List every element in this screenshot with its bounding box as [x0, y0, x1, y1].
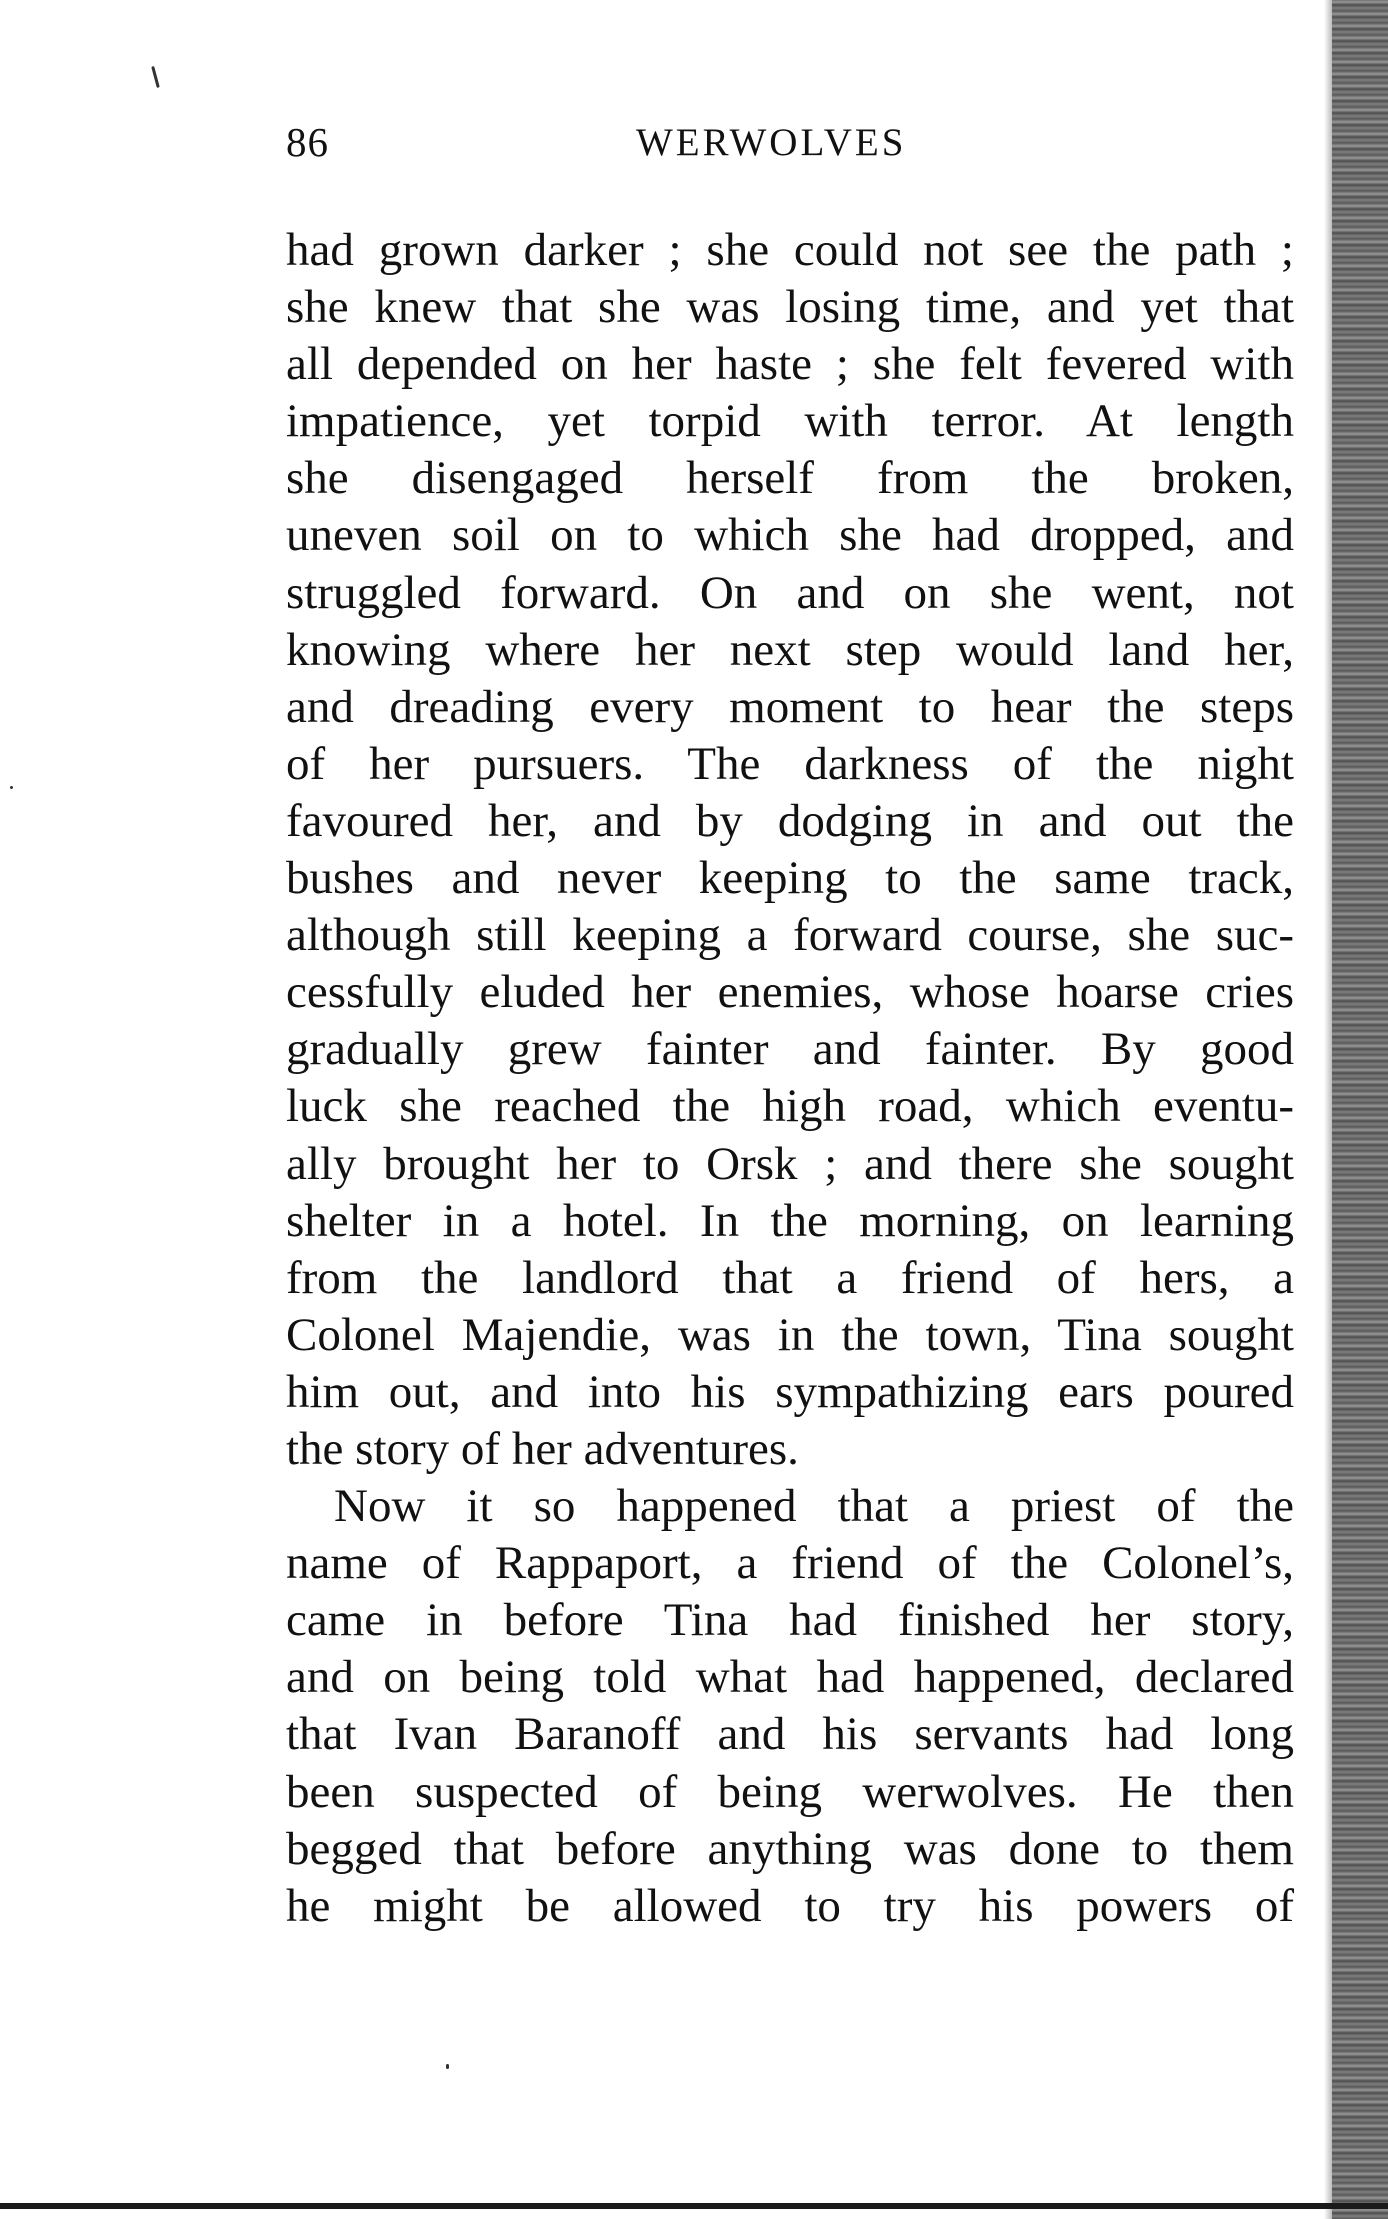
text-line: luck she reached the high road, which eventu- — [286, 1080, 1294, 1133]
scan-speck — [446, 2064, 449, 2069]
paragraph-start-line: Now it so happened that a priest of the — [334, 1480, 1294, 1533]
running-head: WERWOLVES — [636, 121, 907, 164]
text-line: favoured her, and by dodging in and out the — [286, 794, 1294, 847]
text-line: uneven soil on to which she had dropped, and — [286, 509, 1294, 562]
page-bottom-edge — [0, 2203, 1388, 2209]
text-line: all depended on her haste ; she felt fevered with — [286, 338, 1294, 391]
page-edge-shadow — [1332, 0, 1388, 2219]
text-line: ally brought her to Orsk ; and there she sought — [286, 1137, 1294, 1190]
text-line: although still keeping a forward course, she suc- — [286, 909, 1294, 962]
text-line: him out, and into his sympathizing ears poured — [286, 1365, 1294, 1418]
text-line: Colonel Majendie, was in the town, Tina sought — [286, 1308, 1294, 1361]
text-line: she knew that she was losing time, and yet that — [286, 281, 1294, 334]
text-line: from the landlord that a friend of hers, a — [286, 1251, 1294, 1304]
text-line: had grown darker ; she could not see the path ; — [286, 224, 1294, 276]
text-line: that Ivan Baranoff and his servants had long — [286, 1708, 1294, 1761]
text-line: struggled forward. On and on she went, not — [286, 566, 1294, 619]
scan-speck — [10, 786, 13, 789]
text-line: and dreading every moment to hear the steps — [286, 680, 1294, 733]
text-line: begged that before anything was done to them — [286, 1822, 1294, 1875]
text-line: shelter in a hotel. In the morning, on learning — [286, 1194, 1294, 1247]
text-line: name of Rappaport, a friend of the Colonel’s, — [286, 1537, 1294, 1590]
body-text — [286, 222, 1294, 1935]
text-line: bushes and never keeping to the same track, — [286, 852, 1294, 905]
scan-speck — [151, 66, 160, 88]
page-header — [0, 118, 1388, 178]
text-line: the story of her adventures. — [286, 1422, 799, 1475]
text-line: cessfully eluded her enemies, whose hoarse cries — [286, 966, 1294, 1019]
page-number: 86 — [286, 119, 329, 165]
text-line: impatience, yet torpid with terror. At length — [286, 395, 1294, 448]
text-line: of her pursuers. The darkness of the night — [286, 737, 1294, 790]
text-line: been suspected of being werwolves. He then — [286, 1765, 1294, 1818]
text-line: came in before Tina had finished her story, — [286, 1594, 1294, 1647]
text-line: and on being told what had happened, declared — [286, 1651, 1294, 1704]
text-line: she disengaged herself from the broken, — [286, 452, 1294, 505]
text-line: gradually grew fainter and fainter. By good — [286, 1023, 1294, 1076]
text-line: he might be allowed to try his powers of — [286, 1879, 1294, 1932]
text-line: knowing where her next step would land her, — [286, 623, 1294, 676]
